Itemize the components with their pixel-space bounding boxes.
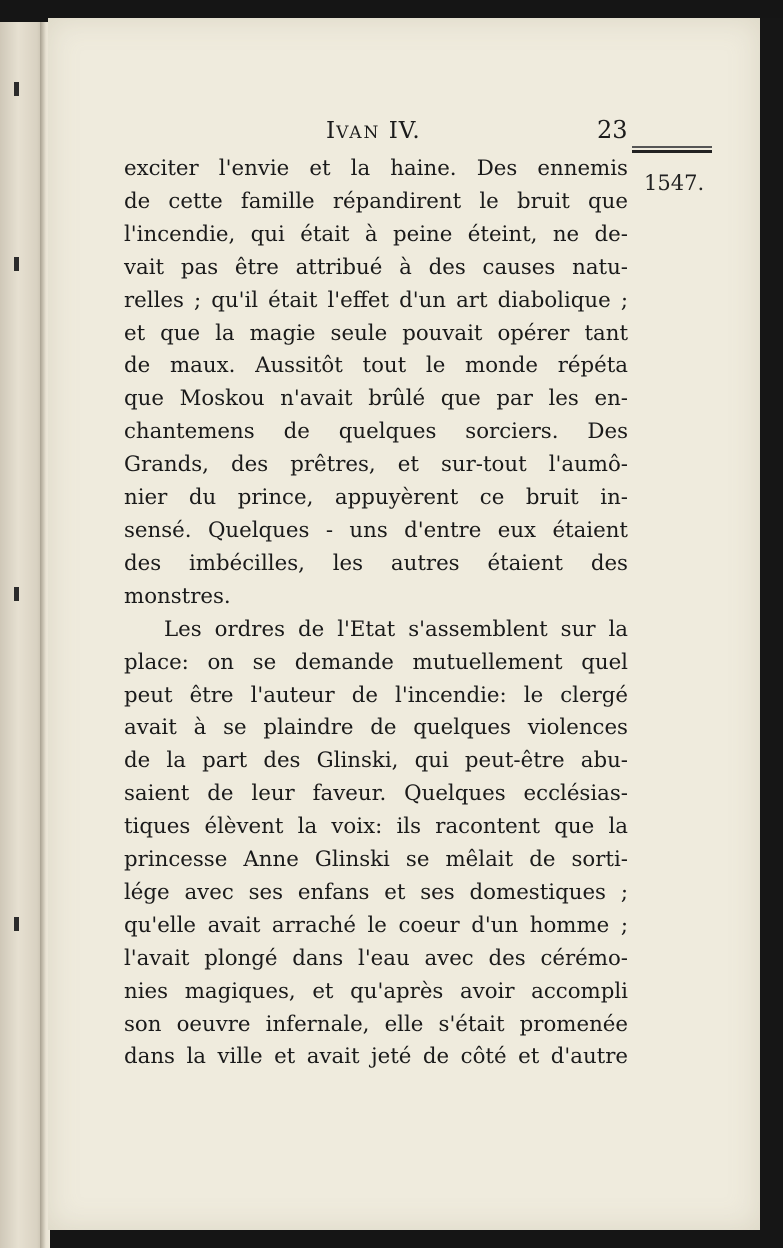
text-line: avait à se plaindre de quelques violences bbox=[124, 715, 628, 741]
text-line: tiques élèvent la voix: ils racontent que la bbox=[124, 814, 628, 840]
binding-mark bbox=[14, 82, 19, 96]
binding-mark bbox=[14, 257, 19, 271]
text-line: que Moskou n'avait brûlé que par les en- bbox=[124, 386, 628, 412]
text-line: vait pas être attribué à des causes natu- bbox=[124, 254, 628, 280]
running-head-title-text: IVAN IV. bbox=[326, 118, 421, 144]
text-line: nier du prince, appuyèrent ce bruit in- bbox=[124, 485, 628, 511]
text-line: sensé. Quelques - uns d'entre eux étaient bbox=[124, 517, 628, 543]
text-line: relles ; qu'il était l'effet d'un art diabolique ; bbox=[124, 287, 628, 313]
text-line: Grands, des prêtres, et sur-tout l'aumô- bbox=[124, 452, 628, 478]
text-line: l'avait plongé dans l'eau avec des cérémo- bbox=[124, 945, 628, 971]
margin-year-note: 1547. bbox=[644, 171, 705, 195]
book-page bbox=[48, 18, 760, 1230]
running-head bbox=[48, 112, 760, 148]
text-line: chantemens de quelques sorciers. Des bbox=[124, 419, 628, 445]
binding-mark bbox=[14, 917, 19, 931]
text-line: monstres. bbox=[124, 583, 231, 609]
page-number: 23 bbox=[597, 116, 628, 144]
text-line: Les ordres de l'Etat s'assemblent sur la bbox=[164, 616, 628, 642]
text-line: et que la magie seule pouvait opérer tant bbox=[124, 320, 628, 346]
margin-double-rule bbox=[632, 146, 712, 154]
text-line: qu'elle avait arraché le coeur d'un homme ; bbox=[124, 912, 628, 938]
body-text bbox=[124, 153, 628, 1074]
text-line: des imbécilles, les autres étaient des bbox=[124, 550, 628, 576]
text-line: peut être l'auteur de l'incendie: le clergé bbox=[124, 682, 628, 708]
text-line: de cette famille répandirent le bruit que bbox=[124, 188, 628, 214]
text-line: de la part des Glinski, qui peut-être abu- bbox=[124, 748, 628, 774]
binding-mark bbox=[14, 587, 19, 601]
text-line: dans la ville et avait jeté de côté et d'autre bbox=[124, 1044, 628, 1070]
text-line: princesse Anne Glinski se mêlait de sorti- bbox=[124, 847, 628, 873]
text-line: exciter l'envie et la haine. Des ennemis bbox=[124, 156, 628, 181]
text-line: l'incendie, qui était à peine éteint, ne de- bbox=[124, 221, 628, 247]
running-head-title bbox=[326, 118, 421, 144]
scan-background bbox=[760, 18, 783, 1248]
text-line: son oeuvre infernale, elle s'était promenée bbox=[124, 1011, 628, 1037]
text-line: saient de leur faveur. Quelques ecclésias- bbox=[124, 781, 628, 807]
text-line: nies magiques, et qu'après avoir accompli bbox=[124, 978, 628, 1004]
text-line: lége avec ses enfans et ses domestiques ; bbox=[124, 879, 628, 905]
text-line: de maux. Aussitôt tout le monde répéta bbox=[124, 353, 628, 379]
text-line: place: on se demande mutuellement quel bbox=[124, 649, 628, 675]
